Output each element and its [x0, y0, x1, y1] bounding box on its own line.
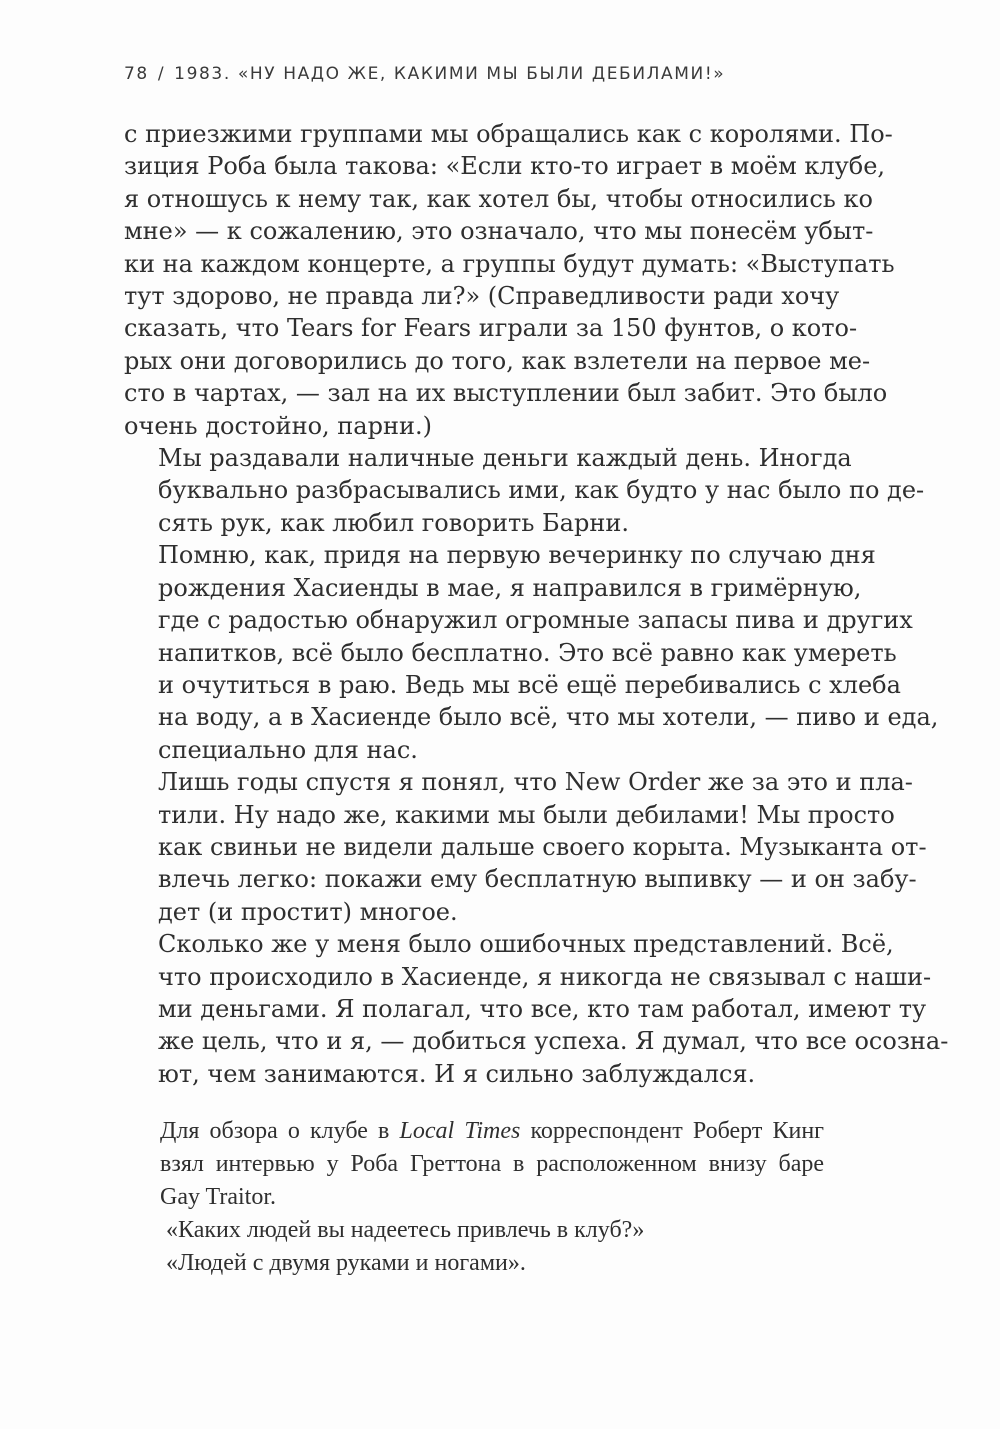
- interview-answer: «Людей с двумя руками и ногами».: [166, 1250, 526, 1276]
- text-line: сять рук, как любил говорить Барни.: [158, 508, 629, 537]
- text-line: с приезжими группами мы обращались как с королями. По-: [124, 120, 893, 148]
- text-line: сказать, что Tears for Fears играли за 150 фунтов, о кото-: [124, 314, 858, 343]
- text-line: как свиньи не видели дальше своего корыта. Музыканта от-: [158, 832, 927, 861]
- text-line: на воду, а в Хасиенде было всё, что мы хотели, — пиво и еда,: [158, 703, 939, 732]
- chapter-title: 1983. «НУ НАДО ЖЕ, КАКИМИ МЫ БЫЛИ ДЕБИЛАМИ!»: [174, 64, 726, 84]
- text-line: специально для нас.: [158, 735, 418, 764]
- paragraph-5: [124, 928, 949, 1090]
- text-line: где с радостью обнаружил огромные запасы пива и других: [158, 606, 913, 635]
- inset-line: взял интервью у Роба Греттона в расположенном внизу баре: [160, 1151, 824, 1177]
- paragraph-3: [124, 539, 939, 766]
- text-line: буквально разбрасывались ими, как будто у нас было по де-: [158, 476, 925, 505]
- text-line: влечь легко: покажи ему бесплатную выпивку — и он забу-: [158, 865, 917, 894]
- interview-question: «Каких людей вы надеетесь привлечь в клуб?»: [166, 1217, 645, 1243]
- text-line: сто в чартах, — зал на их выступлении был забит. Это было: [124, 379, 888, 408]
- text-line: ми деньгами. Я полагал, что все, кто там работал, имеют ту: [158, 994, 927, 1023]
- body-text: [124, 118, 949, 1090]
- running-head: [124, 64, 884, 84]
- inset-text: Для обзора о клубе в: [160, 1118, 400, 1144]
- publication-name: Local Times: [399, 1118, 521, 1144]
- page-number: 78: [124, 64, 149, 84]
- paragraph-2: [124, 442, 925, 539]
- text-line: Помню, как, придя на первую вечеринку по случаю дня: [158, 541, 876, 570]
- text-line: рых они договорились до того, как взлетели на первое ме-: [124, 346, 871, 375]
- text-line: зиция Роба была такова: «Если кто-то играет в моём клубе,: [124, 152, 886, 181]
- text-line: Лишь годы спустя я понял, что New Order же за это и пла-: [158, 768, 913, 797]
- text-line: напитков, всё было бесплатно. Это всё равно как умереть: [158, 638, 897, 667]
- text-line: и очутиться в раю. Ведь мы всё ещё перебивались с хлеба: [158, 670, 901, 699]
- text-line: Мы раздавали наличные деньги каждый день. Иногда: [158, 444, 852, 473]
- paragraph-4: [124, 766, 927, 928]
- running-head-separator: /: [157, 64, 166, 84]
- text-line: что происходило в Хасиенде, я никогда не связывал с наши-: [158, 962, 932, 991]
- inset-line: Gay Traitor.: [160, 1184, 277, 1210]
- text-line: рождения Хасиенды в мае, я направился в гримёрную,: [158, 573, 862, 602]
- text-line: дет (и простит) многое.: [158, 897, 458, 926]
- text-line: мне» — к сожалению, это означало, что мы понесём убыт-: [124, 217, 874, 246]
- text-line: же цель, что и я, — добиться успеха. Я думал, что все осозна-: [158, 1027, 949, 1056]
- inset-note: [160, 1115, 824, 1280]
- paragraph-1: [124, 118, 895, 442]
- inset-text: корреспондент Роберт Кинг: [520, 1118, 825, 1144]
- inset-line: [160, 1115, 824, 1148]
- text-line: я отношусь к нему так, как хотел бы, чтобы относились ко: [124, 184, 873, 213]
- text-line: ют, чем занимаются. И я сильно заблуждался.: [158, 1059, 756, 1088]
- text-line: Сколько же у меня было ошибочных представлений. Всё,: [158, 930, 894, 959]
- text-line: ки на каждом концерте, а группы будут думать: «Выступать: [124, 249, 895, 278]
- text-line: очень достойно, парни.): [124, 411, 432, 440]
- text-line: тили. Ну надо же, какими мы были дебилами! Мы просто: [158, 800, 895, 829]
- text-line: тут здорово, не правда ли?» (Справедливости ради хочу: [124, 282, 840, 311]
